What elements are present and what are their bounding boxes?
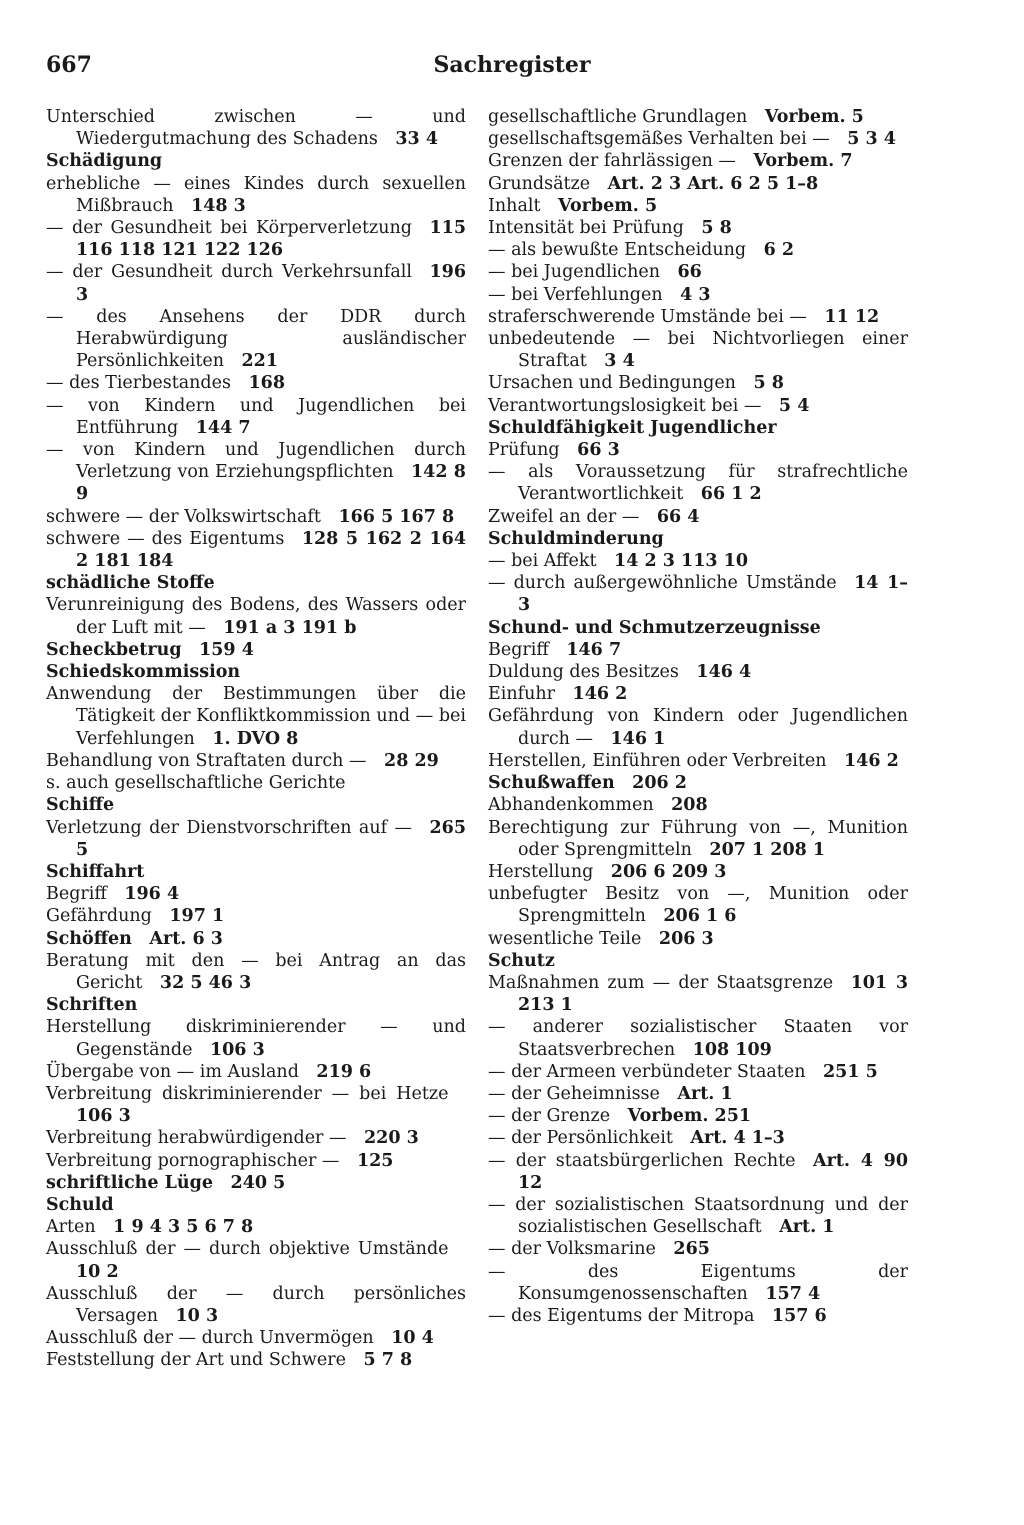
index-heading (46, 150, 466, 172)
entry-text: Grundsätze (488, 173, 591, 194)
index-entry (46, 1083, 466, 1127)
index-heading (46, 639, 466, 661)
entry-references: 5 7 8 (363, 1350, 413, 1371)
index-heading (488, 950, 908, 972)
entry-text: Zweifel an der — (488, 506, 640, 527)
entry-references: 66 1 2 (700, 484, 762, 505)
index-entry (46, 306, 466, 373)
entry-text: — durch außergewöhnliche Umstände (488, 573, 837, 594)
index-entry (46, 261, 466, 305)
entry-text: Begriff (46, 884, 107, 905)
entry-references: 159 4 (199, 639, 254, 660)
entry-text: — der sozialistischen Staatsordnung und der sozialistischen Gesellschaft (488, 1194, 908, 1238)
index-entry (488, 972, 908, 1016)
index-entry (46, 1349, 466, 1371)
heading-text: Schutz (488, 950, 555, 971)
index-entry (46, 106, 466, 150)
index-entry (46, 1238, 466, 1282)
index-heading (488, 417, 908, 439)
entry-text: — des Ansehens der DDR durch Herabwürdigung ausländischer Persönlichkeiten (46, 306, 466, 372)
entry-text: Abhandenkommen (488, 795, 654, 816)
index-entry (488, 239, 908, 261)
index-entry (488, 372, 908, 394)
entry-text: Ausschluß der — durch objektive Umstände (46, 1239, 449, 1260)
entry-text: Ausschluß der — durch Unvermögen (46, 1328, 374, 1349)
index-entry (46, 883, 466, 905)
entry-text: erhebliche — eines Kindes durch sexuellen Mißbrauch (46, 173, 466, 216)
entry-references: 265 (673, 1239, 710, 1260)
entry-text: Prüfung (488, 440, 560, 461)
heading-text: Schuldminderung (488, 528, 664, 549)
entry-references: Vorbem. 7 (753, 151, 853, 172)
entry-references: 221 (241, 351, 279, 372)
entry-references: Vorbem. 5 (558, 195, 658, 216)
entry-references: 146 2 (572, 684, 628, 705)
entry-references: 196 4 (124, 884, 180, 905)
index-entry (488, 705, 908, 749)
index-entry (488, 284, 908, 306)
index-entry (488, 128, 908, 150)
heading-text: Schiffe (46, 795, 115, 816)
index-entry (46, 950, 466, 994)
entry-text: — der Gesundheit bei Körperverletzung (46, 218, 412, 239)
heading-text: Schädigung (46, 151, 163, 172)
entry-text: — als bewußte Entscheidung (488, 240, 747, 261)
entry-text: Verletzung der Dienstvorschriften auf — (46, 817, 412, 838)
heading-text: Schußwaffen (488, 773, 615, 794)
index-entry (46, 1061, 466, 1083)
index-entry (46, 506, 466, 528)
index-entry (46, 395, 466, 439)
entry-references: 157 4 (765, 1283, 821, 1304)
entry-text: — der Armeen verbündeter Staaten (488, 1061, 806, 1082)
entry-references: 10 4 (391, 1328, 434, 1349)
entry-text: Herstellen, Einführen oder Verbreiten (488, 750, 827, 771)
entry-references: 166 5 167 8 (338, 506, 455, 527)
heading-text: Schund- und Schmutzerzeugnisse (488, 617, 821, 638)
entry-references: 33 4 (395, 129, 438, 150)
entry-references: Art. 1 (779, 1217, 835, 1238)
entry-references: 14 2 3 113 10 (614, 551, 749, 572)
index-entry (46, 772, 466, 794)
index-entry (488, 928, 908, 950)
entry-text: — anderer sozialistischer Staaten vor Staatsverbrechen (488, 1017, 908, 1060)
entry-references: 220 3 (363, 1128, 419, 1149)
index-column-right (488, 106, 908, 1327)
entry-text: — als Voraussetzung für strafrechtliche Verantwortlichkeit (488, 462, 908, 505)
entry-text: Duldung des Besitzes (488, 662, 679, 683)
entry-text: Anwendung der Bestimmungen über die Tätigkeit der Konfliktkommission und — bei Verfehlungen (46, 684, 466, 749)
entry-references: 66 4 (656, 506, 700, 527)
index-entry (488, 661, 908, 683)
entry-text: — des Tierbestandes (46, 373, 231, 394)
entry-text: wesentliche Teile (488, 928, 642, 949)
heading-text: Schiffahrt (46, 861, 145, 882)
index-entry (488, 173, 908, 195)
index-entry (46, 372, 466, 394)
entry-references: Art. 4 1–3 (690, 1128, 785, 1149)
entry-text: — des Eigentums der Mitropa (488, 1305, 755, 1326)
entry-references: 5 8 (701, 218, 732, 239)
index-entry (488, 506, 908, 528)
entry-text: — der Persönlichkeit (488, 1128, 673, 1149)
entry-references: 5 4 (778, 395, 810, 416)
entry-text: Berechtigung zur Führung von —, Munition oder Sprengmitteln (488, 817, 908, 860)
entry-text: — der Volksmarine (488, 1239, 656, 1260)
entry-references: 125 (356, 1150, 394, 1171)
entry-text: — der Geheimnisse (488, 1083, 660, 1104)
index-entry (488, 1238, 908, 1260)
index-entry (488, 195, 908, 217)
entry-references: 108 109 (692, 1039, 772, 1060)
index-entry (488, 750, 908, 772)
heading-text: schädliche Stoffe (46, 573, 215, 594)
entry-text: Verunreinigung des Bodens, des Wassers oder der Luft mit — (46, 595, 466, 638)
index-entry (46, 217, 466, 261)
entry-references: 106 3 (209, 1039, 265, 1060)
entry-text: Herstellung (488, 861, 594, 882)
index-entry (488, 328, 908, 372)
index-entry (46, 1127, 466, 1149)
entry-references: 32 5 46 3 (159, 972, 252, 993)
entry-references: Vorbem. 5 (764, 107, 864, 127)
entry-references: 157 6 (771, 1305, 827, 1326)
entry-references: 265 5 (76, 817, 466, 860)
index-entry (488, 461, 908, 505)
entry-references: 106 3 (76, 1106, 131, 1127)
index-entry (488, 861, 908, 883)
index-entry (488, 1194, 908, 1238)
entry-text: Intensität bei Prüfung (488, 218, 684, 239)
entry-text: Übergabe von — im Ausland (46, 1061, 299, 1082)
index-entry (46, 817, 466, 861)
entry-text: Gefährdung (46, 906, 152, 927)
index-heading (46, 994, 466, 1016)
heading-text: Schuldfähigkeit Jugendlicher (488, 417, 777, 438)
entry-references: 207 1 208 1 (709, 839, 826, 860)
entry-references: 191 a 3 191 b (223, 617, 357, 638)
entry-references: 28 29 (384, 750, 439, 771)
entry-references: 148 3 (191, 195, 246, 216)
entry-references: 3 4 (604, 351, 635, 372)
entry-text: Einfuhr (488, 684, 556, 705)
entry-references: 10 2 (76, 1261, 119, 1282)
entry-references: 219 6 (316, 1061, 372, 1082)
entry-references: 146 4 (696, 662, 752, 683)
entry-references: 115 116 118 121 122 126 (76, 218, 466, 261)
entry-text: Inhalt (488, 195, 541, 216)
heading-text: Schöffen (46, 928, 132, 949)
index-entry (488, 439, 908, 461)
index-heading (488, 528, 908, 550)
entry-text: schwere — des Eigentums (46, 528, 285, 549)
entry-text: — von Kindern und Jugendlichen bei Entführung (46, 395, 466, 438)
entry-text: Herstellung diskriminierender — und Gegenstände (46, 1017, 466, 1060)
entry-text: — bei Jugendlichen (488, 262, 660, 283)
index-entry (46, 1216, 466, 1238)
entry-text: — der Gesundheit durch Verkehrsunfall (46, 262, 412, 283)
index-entry (46, 173, 466, 217)
entry-references: 251 5 (822, 1061, 878, 1082)
index-entry (488, 1061, 908, 1083)
entry-text: Grenzen der fahrlässigen — (488, 151, 736, 172)
index-heading (46, 928, 466, 950)
entry-references: Art. 2 3 Art. 6 2 5 1–8 (607, 173, 819, 194)
entry-references: 146 1 (610, 728, 666, 749)
index-entry (488, 1127, 908, 1149)
entry-text: — bei Verfehlungen (488, 284, 663, 305)
index-entry (488, 1105, 908, 1127)
index-heading (46, 661, 466, 683)
entry-references: 146 2 (843, 750, 899, 771)
index-heading (46, 1194, 466, 1216)
page-number: 667 (46, 52, 92, 78)
entry-references: 4 3 (680, 284, 711, 305)
entry-text: Unterschied zwischen — und Wiedergutmachung des Schadens (46, 107, 466, 150)
entry-references: 197 1 (169, 906, 225, 927)
entry-text: s. auch gesellschaftliche Gerichte (46, 773, 346, 794)
heading-text: schriftliche Lüge (46, 1172, 214, 1193)
entry-references: 5 3 4 (847, 129, 896, 150)
entry-references: Art. 1 (677, 1083, 733, 1104)
entry-references: 66 3 (577, 440, 620, 461)
entry-references: 206 6 209 3 (610, 861, 727, 882)
entry-text: Verbreitung herabwürdigender — (46, 1128, 347, 1149)
entry-references: Art. 6 3 (149, 928, 223, 949)
page-title: Sachregister (433, 52, 591, 78)
entry-references: 1 9 4 3 5 6 7 8 (113, 1217, 254, 1238)
entry-text: unbefugter Besitz von —, Munition oder Sprengmitteln (488, 884, 908, 927)
heading-text: Schriften (46, 995, 138, 1016)
index-heading (488, 617, 908, 639)
entry-text: gesellschaftsgemäßes Verhalten bei — (488, 129, 830, 150)
entry-references: 5 8 (753, 373, 784, 394)
entry-text: Verantwortungslosigkeit bei — (488, 395, 762, 416)
index-entry (46, 439, 466, 506)
entry-references: 206 2 (632, 773, 687, 794)
index-entry (488, 683, 908, 705)
index-heading (46, 861, 466, 883)
index-entry (46, 1327, 466, 1349)
entry-references: 14 1–3 (518, 573, 908, 616)
entry-text: Maßnahmen zum — der Staatsgrenze (488, 972, 834, 993)
heading-text: Schuld (46, 1194, 114, 1215)
index-entry (488, 572, 908, 616)
index-entry (46, 683, 466, 750)
index-heading (46, 1172, 466, 1194)
entry-references: 168 (248, 373, 286, 394)
entry-text: — der Grenze (488, 1106, 611, 1127)
entry-text: Verbreitung diskriminierender — bei Hetze (46, 1083, 449, 1104)
entry-references: 208 (671, 795, 708, 816)
index-entry (488, 395, 908, 417)
index-entry (46, 750, 466, 772)
index-entry (488, 817, 908, 861)
index-entry (488, 1261, 908, 1305)
entry-text: Begriff (488, 639, 549, 660)
heading-text: Scheckbetrug (46, 639, 182, 660)
entry-text: — des Eigentums der Konsumgenossenschaften (488, 1261, 908, 1304)
index-entry (488, 1150, 908, 1194)
entry-text: gesellschaftliche Grundlagen (488, 107, 748, 127)
entry-text: Verbreitung pornographischer — (46, 1150, 340, 1171)
index-entry (46, 1150, 466, 1172)
entry-text: Gefährdung von Kindern oder Jugendlichen durch — (488, 706, 908, 749)
index-entry (46, 1016, 466, 1060)
entry-text: — bei Affekt (488, 551, 597, 572)
index-entry (488, 550, 908, 572)
entry-text: Beratung mit den — bei Antrag an das Gericht (46, 950, 466, 993)
entry-references: 142 8 9 (76, 462, 466, 505)
entry-text: Feststellung der Art und Schwere (46, 1350, 346, 1371)
index-entry (46, 905, 466, 927)
entry-text: straferschwerende Umstände bei — (488, 306, 807, 327)
entry-text: Ausschluß der — durch persönliches Versagen (46, 1283, 466, 1326)
index-entry (488, 261, 908, 283)
entry-references: 1. DVO 8 (212, 728, 299, 749)
entry-text: Behandlung von Straftaten durch — (46, 750, 367, 771)
index-entry (488, 1083, 908, 1105)
index-entry (488, 639, 908, 661)
index-entry (46, 528, 466, 572)
entry-references: 6 2 (763, 240, 795, 261)
entry-text: schwere — der Volkswirtschaft (46, 506, 321, 527)
index-entry (488, 217, 908, 239)
entry-references: 240 5 (230, 1172, 286, 1193)
index-entry (488, 1016, 908, 1060)
index-entry (488, 883, 908, 927)
entry-references: 144 7 (195, 417, 251, 438)
index-heading (46, 572, 466, 594)
index-entry (488, 106, 908, 128)
entry-references: 196 3 (76, 262, 466, 305)
entry-text: unbedeutende — bei Nichtvorliegen einer Straftat (488, 329, 908, 372)
index-entry (488, 150, 908, 172)
entry-references: 206 1 6 (663, 906, 737, 927)
entry-references: 11 12 (824, 306, 880, 327)
index-entry (46, 594, 466, 638)
entry-references: 206 3 (658, 928, 714, 949)
entry-references: 10 3 (175, 1305, 219, 1326)
entry-references: Art. 4 90 12 (518, 1150, 908, 1193)
heading-text: Schiedskommission (46, 662, 241, 683)
entry-text: — von Kindern und Jugendlichen durch Verletzung von Erziehungspflichten (46, 440, 466, 483)
entry-text: Arten (46, 1217, 96, 1238)
index-entry (46, 1283, 466, 1327)
index-heading (46, 794, 466, 816)
entry-references: 128 5 162 2 164 2 181 184 (76, 528, 467, 572)
index-entry (488, 794, 908, 816)
entry-text: — der staatsbürgerlichen Rechte (488, 1150, 796, 1171)
entry-references: 66 (677, 262, 702, 283)
entry-references: 146 7 (566, 639, 622, 660)
entry-references: 101 3 213 1 (518, 972, 908, 1016)
entry-text: Ursachen und Bedingungen (488, 373, 736, 394)
index-entry (488, 306, 908, 328)
entry-references: Vorbem. 251 (627, 1106, 752, 1127)
index-heading (488, 772, 908, 794)
index-entry (488, 1305, 908, 1327)
index-column-left (46, 106, 466, 1372)
